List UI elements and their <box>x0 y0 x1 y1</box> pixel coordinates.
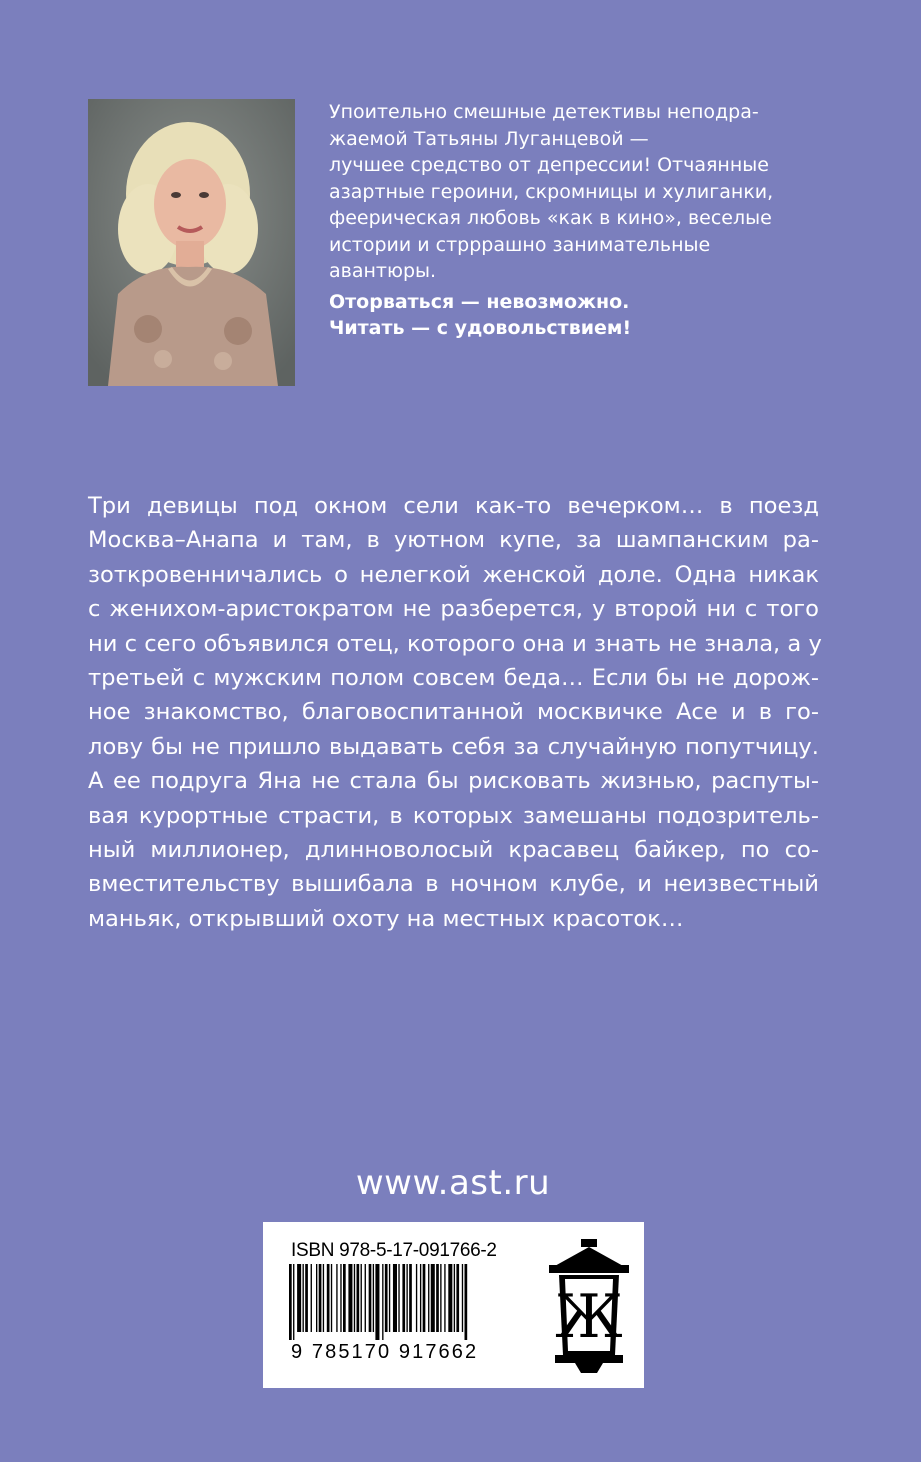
barcode-bar <box>303 1264 304 1332</box>
barcode-bar <box>369 1264 372 1332</box>
annotation-line: маньяк, открывший охоту на местных красоток… <box>88 905 684 932</box>
barcode-bar <box>462 1264 463 1332</box>
isbn-barcode-label <box>263 1222 644 1388</box>
annotation-line: зоткровенничались о нелегкой женской доле. Одна никак <box>88 561 819 588</box>
barcode-bar <box>297 1264 301 1332</box>
barcode-bar <box>465 1264 468 1340</box>
book-annotation <box>88 489 822 936</box>
barcode-bar <box>389 1264 390 1332</box>
blurb-line: Упоительно смешные детективы неподра- <box>329 101 759 123</box>
barcode-bar <box>343 1264 346 1332</box>
barcode-bar <box>428 1264 429 1332</box>
blurb-line: жаемой Татьяны Луганцевой — <box>329 127 649 150</box>
annotation-line: третьей с мужским полом совсем беда… Если бы не дорож- <box>88 665 819 692</box>
barcode-bar <box>375 1264 379 1340</box>
blurb-line: азартные героини, скромницы и хулиганки, <box>329 180 774 203</box>
barcode-bar <box>354 1264 355 1332</box>
annotation-line: с женихом-аристократом не разберется, у второй ни с того <box>88 596 819 623</box>
barcode-bar <box>423 1264 426 1332</box>
barcode-bar <box>327 1264 330 1332</box>
barcode-bar <box>402 1264 405 1332</box>
author-blurb <box>329 99 829 342</box>
annotation-line: ный миллионер, длинноволосый красавец байкер, по со- <box>88 837 819 864</box>
annotation-line: ни с сего объявился отец, которого она и знать не знала, а у <box>88 630 822 657</box>
barcode-bar <box>340 1264 341 1332</box>
barcode-bar <box>444 1264 445 1332</box>
blurb-line: лучшее средство от депрессии! Отчаянные <box>329 154 769 176</box>
author-portrait-image <box>88 99 295 386</box>
barcode-bar <box>319 1264 322 1332</box>
barcode-bar <box>373 1264 374 1332</box>
blurb-line: феерическая любовь «как в кино», веселые <box>329 207 772 229</box>
annotation-line: Москва–Анапа и там, в уютном купе, за шампанским ра- <box>88 527 819 554</box>
lantern-logo-icon <box>545 1237 633 1375</box>
barcode-bar <box>293 1264 294 1340</box>
barcode-bar <box>409 1264 412 1332</box>
barcode-bar <box>323 1264 324 1332</box>
barcode-bar <box>393 1264 397 1332</box>
barcode-bar <box>331 1264 332 1332</box>
barcode-bars <box>289 1264 533 1340</box>
author-photo <box>88 99 295 386</box>
blurb-tagline: Оторваться — невозможно. <box>329 290 630 313</box>
barcode-bar <box>456 1264 459 1332</box>
annotation-line: вая курортные страсти, в которых замешаны подозритель- <box>88 802 819 829</box>
blurb-line: истории и стрррашно занимательные <box>329 233 711 256</box>
barcode-bar <box>305 1264 308 1332</box>
isbn-text: ISBN 978-5-17-091766-2 <box>291 1240 497 1261</box>
barcode-bar <box>436 1264 439 1332</box>
barcode-bar <box>431 1264 435 1332</box>
annotation-line: лову бы не пришло выдавать себя за случайную попутчицу. <box>88 733 819 760</box>
barcode-bar <box>289 1264 292 1340</box>
publisher-website[interactable]: www.ast.ru <box>355 1163 551 1203</box>
barcode-bar <box>448 1264 452 1332</box>
annotation-line: А ее подруга Яна не стала бы рисковать жизнью, распуты- <box>88 768 819 795</box>
barcode-bar <box>454 1264 455 1332</box>
barcode-bar <box>316 1264 317 1332</box>
barcode-bar <box>311 1264 312 1332</box>
barcode-bar <box>365 1264 366 1332</box>
barcode-bar <box>348 1264 352 1332</box>
barcode-bar <box>406 1264 407 1332</box>
barcode-digits: 9 785170 917662 <box>291 1341 479 1363</box>
barcode-bar <box>382 1264 383 1340</box>
annotation-line: ное знакомство, благовоспитанной москвичке Асе и в го- <box>88 699 819 726</box>
barcode-bar <box>420 1264 421 1332</box>
barcode-bar <box>336 1264 337 1332</box>
svg-text:Ж: Ж <box>555 1282 623 1352</box>
barcode-bar <box>385 1264 388 1332</box>
barcode-bar <box>398 1264 399 1332</box>
barcode-bar <box>440 1264 441 1332</box>
annotation-line: вместительству вышибала в ночном клубе, и неизвестный <box>88 871 819 898</box>
barcode-bar <box>416 1264 417 1332</box>
blurb-tagline: Читать — с удовольствием! <box>329 317 632 339</box>
barcode-bar <box>361 1264 362 1332</box>
barcode-bar <box>357 1264 360 1332</box>
blurb-line: авантюры. <box>329 260 437 282</box>
annotation-line: Три девицы под окном сели как-то вечерком… в поезд <box>88 493 819 519</box>
